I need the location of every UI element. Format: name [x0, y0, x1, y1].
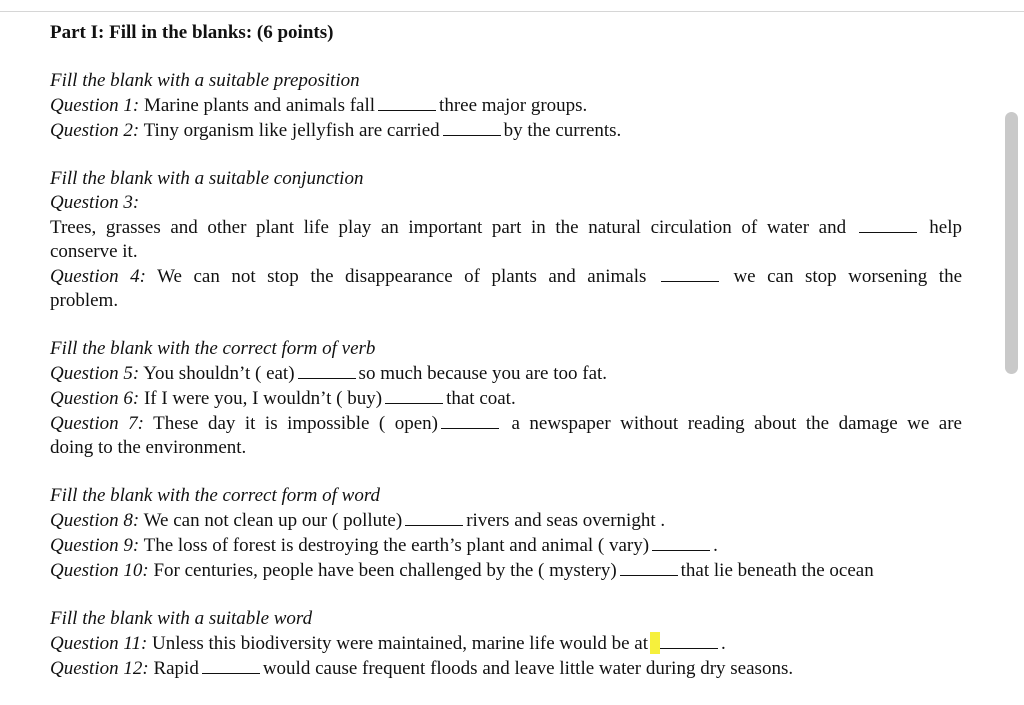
question-9 — [50, 533, 962, 558]
question-text: Unless this biodiversity were maintained, marine life would be at — [152, 633, 649, 654]
question-6 — [50, 386, 962, 411]
answer-blank[interactable] — [298, 361, 356, 379]
question-label: Question 6: — [50, 388, 140, 409]
question-4-continued: problem. — [50, 290, 119, 311]
question-label: Question 4: — [50, 266, 146, 287]
question-text: Trees, grasses and other plant life play an important part in the natural circulation of water and — [50, 217, 847, 238]
section-instruction: Fill the blank with the correct form of verb — [50, 338, 376, 359]
question-7 — [50, 411, 962, 436]
question-12 — [50, 656, 962, 681]
question-text: that lie beneath the ocean — [680, 560, 874, 581]
question-text: You shouldn’t ( eat) — [143, 363, 295, 384]
answer-blank[interactable] — [405, 508, 463, 526]
question-label: Question 3: — [50, 192, 140, 213]
section-instruction: Fill the blank with a suitable word — [50, 608, 313, 629]
question-text: so much because you are too fat. — [358, 363, 608, 384]
question-text: Tiny organism like jellyfish are carried — [143, 120, 440, 141]
question-label: Question 11: — [50, 633, 148, 654]
question-1 — [50, 93, 962, 118]
question-8 — [50, 508, 962, 533]
question-text: Rapid — [153, 658, 199, 679]
question-11 — [50, 631, 962, 656]
question-label: Question 1: — [50, 95, 140, 116]
answer-blank[interactable] — [441, 411, 499, 429]
text-highlight — [650, 632, 660, 654]
question-3-continued: conserve it. — [50, 241, 138, 262]
section-word-form — [50, 484, 962, 583]
question-text: a newspaper without reading about the damage we are — [511, 413, 962, 434]
page-title: Part I: Fill in the blanks: (6 points) — [50, 22, 334, 43]
question-text: We can not clean up our ( pollute) — [143, 510, 403, 531]
section-instruction: Fill the blank with a suitable preposition — [50, 70, 360, 91]
question-text: . — [713, 535, 718, 556]
answer-blank[interactable] — [660, 631, 718, 649]
top-divider — [0, 11, 1024, 12]
answer-blank[interactable] — [443, 118, 501, 136]
question-label: Question 5: — [50, 363, 140, 384]
section-verb-form — [50, 337, 962, 460]
question-text: we can stop worsening the — [733, 266, 963, 287]
question-7-continued: doing to the environment. — [50, 437, 247, 458]
worksheet — [50, 21, 962, 705]
question-text: For centuries, people have been challenged by the ( mystery) — [153, 560, 617, 581]
question-text: Marine plants and animals fall — [143, 95, 376, 116]
question-text: . — [721, 633, 726, 654]
question-text: would cause frequent floods and leave little water during dry seasons. — [262, 658, 794, 679]
section-instruction: Fill the blank with the correct form of word — [50, 485, 381, 506]
question-text: These day it is impossible ( open) — [153, 413, 438, 434]
question-label: Question 12: — [50, 658, 149, 679]
answer-blank[interactable] — [652, 533, 710, 551]
question-text: We can not stop the disappearance of plants and animals — [157, 266, 647, 287]
question-text: If I were you, I wouldn’t ( buy) — [143, 388, 383, 409]
question-text: three major groups. — [439, 95, 588, 116]
answer-blank[interactable] — [661, 264, 719, 282]
question-label: Question 2: — [50, 120, 140, 141]
question-5 — [50, 361, 962, 386]
question-text: that coat. — [446, 388, 516, 409]
question-text: The loss of forest is destroying the earth’s plant and animal ( vary) — [143, 535, 650, 556]
question-3 — [50, 215, 962, 240]
question-2 — [50, 118, 962, 143]
answer-blank[interactable] — [202, 656, 260, 674]
question-label: Question 7: — [50, 413, 144, 434]
question-label: Question 8: — [50, 510, 140, 531]
question-text: rivers and seas overnight . — [466, 510, 666, 531]
question-text: help — [929, 217, 963, 238]
answer-blank[interactable] — [859, 215, 917, 233]
section-preposition — [50, 69, 962, 143]
answer-blank[interactable] — [385, 386, 443, 404]
question-text: by the currents. — [503, 120, 622, 141]
question-10 — [50, 558, 962, 583]
question-label: Question 10: — [50, 560, 149, 581]
question-label: Question 9: — [50, 535, 140, 556]
question-3-label-line — [50, 191, 962, 215]
section-suitable-word — [50, 607, 962, 681]
section-instruction: Fill the blank with a suitable conjunction — [50, 168, 364, 189]
section-conjunction — [50, 167, 962, 313]
answer-blank[interactable] — [378, 93, 436, 111]
vertical-scrollbar[interactable] — [1005, 112, 1018, 374]
question-4 — [50, 264, 962, 289]
answer-blank[interactable] — [620, 558, 678, 576]
